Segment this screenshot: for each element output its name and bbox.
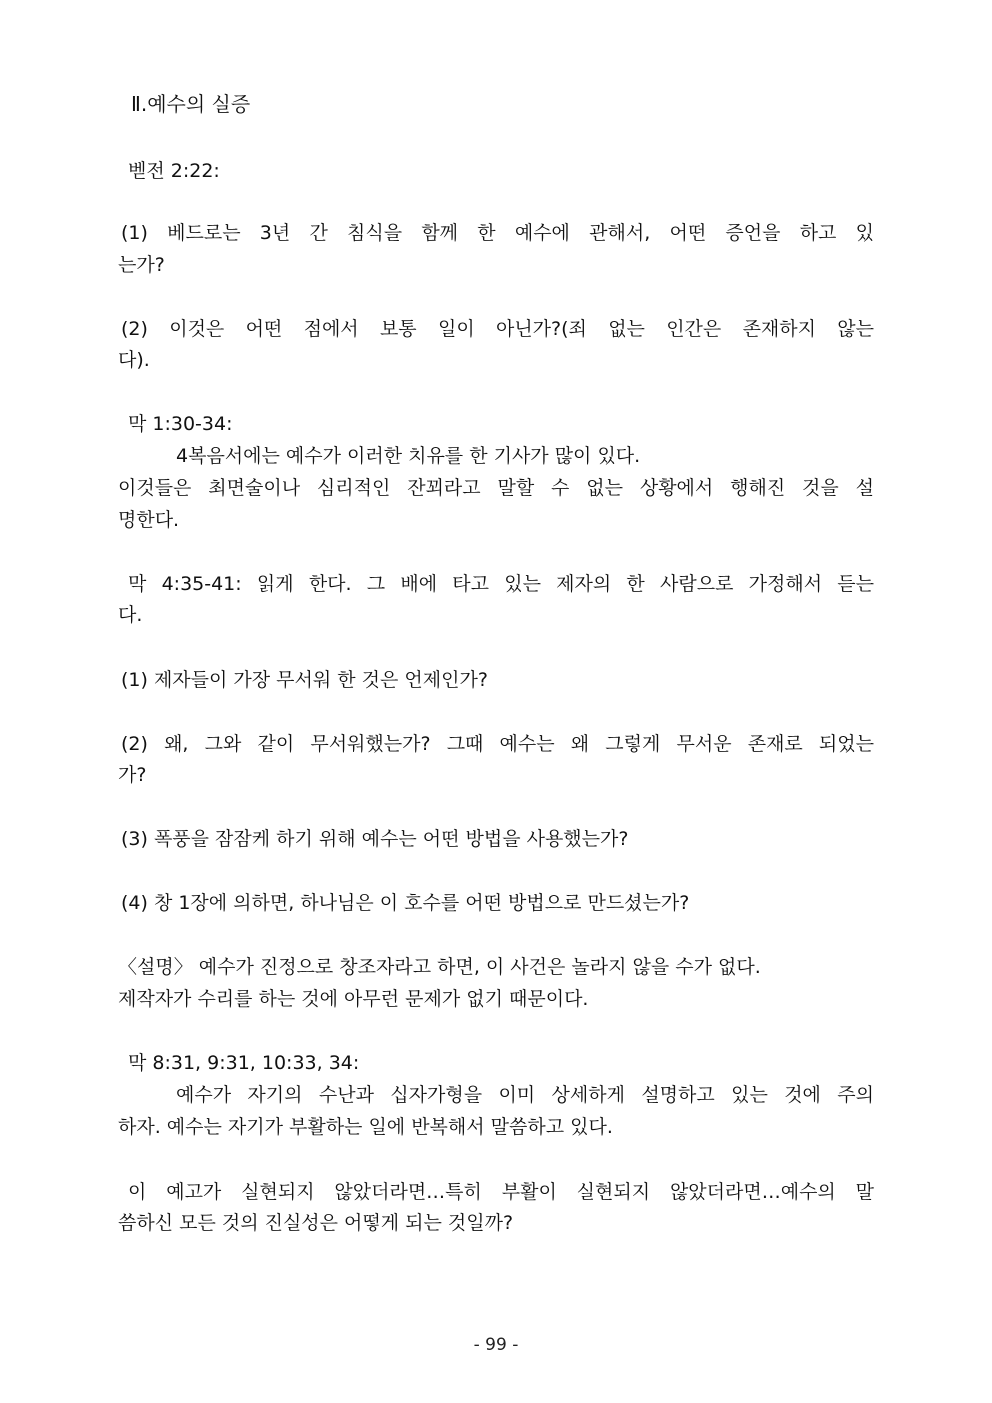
paragraph-line: 이것들은 최면술이나 심리적인 잔꾀라고 말할 수 없는 상황에서 행해진 것을 설	[118, 477, 874, 499]
question-line: (2) 왜, 그와 같이 무서워했는가? 그때 예수는 왜 그렇게 무서운 존재로 되었는	[121, 733, 874, 755]
paragraph-line: 4복음서에는 예수가 이러한 치유를 한 기사가 많이 있다.	[176, 445, 641, 467]
question-line: 는가?	[118, 254, 165, 276]
scripture-reference: 막 1:30-34:	[128, 413, 233, 435]
paragraph-line: 하자. 예수는 자기가 부활하는 일에 반복해서 말씀하고 있다.	[118, 1116, 613, 1138]
paragraph-line: 씀하신 모든 것의 진실성은 어떻게 되는 것일까?	[118, 1212, 514, 1234]
scripture-reference: 벧전 2:22:	[128, 160, 220, 182]
explanation-line: 〈설명〉 예수가 진정으로 창조자라고 하면, 이 사건은 놀라지 않을 수가 없다.	[118, 956, 761, 978]
question-line: (3) 폭풍을 잠잠케 하기 위해 예수는 어떤 방법을 사용했는가?	[121, 828, 629, 850]
paragraph-line: 예수가 자기의 수난과 십자가형을 이미 상세하게 설명하고 있는 것에 주의	[176, 1084, 874, 1106]
question-line: (4) 창 1장에 의하면, 하나님은 이 호수를 어떤 방법으로 만드셨는가?	[121, 892, 690, 914]
question-line: 가?	[118, 764, 147, 786]
paragraph-line: 다.	[118, 604, 143, 626]
question-line: 다).	[118, 349, 150, 371]
scripture-reference: 막 8:31, 9:31, 10:33, 34:	[128, 1052, 360, 1074]
question-line: (1) 베드로는 3년 간 침식을 함께 한 예수에 관해서, 어떤 증언을 하고 있	[121, 222, 874, 244]
explanation-line: 제작자가 수리를 하는 것에 아무런 문제가 없기 때문이다.	[118, 988, 589, 1010]
paragraph-line: 명한다.	[118, 509, 180, 531]
question-line: (2) 이것은 어떤 점에서 보통 일이 아닌가?(죄 없는 인간은 존재하지 않는	[121, 318, 874, 340]
question-line: (1) 제자들이 가장 무서워 한 것은 언제인가?	[121, 669, 488, 691]
section-title: Ⅱ.예수의 실증	[131, 92, 251, 116]
scripture-reference: 막 4:35-41: 읽게 한다. 그 배에 타고 있는 제자의 한 사람으로 가정해서 듣는	[128, 573, 874, 595]
paragraph-line: 이 예고가 실현되지 않았더라면…특히 부활이 실현되지 않았더라면…예수의 말	[128, 1181, 874, 1203]
page-number: - 99 -	[473, 1335, 519, 1355]
